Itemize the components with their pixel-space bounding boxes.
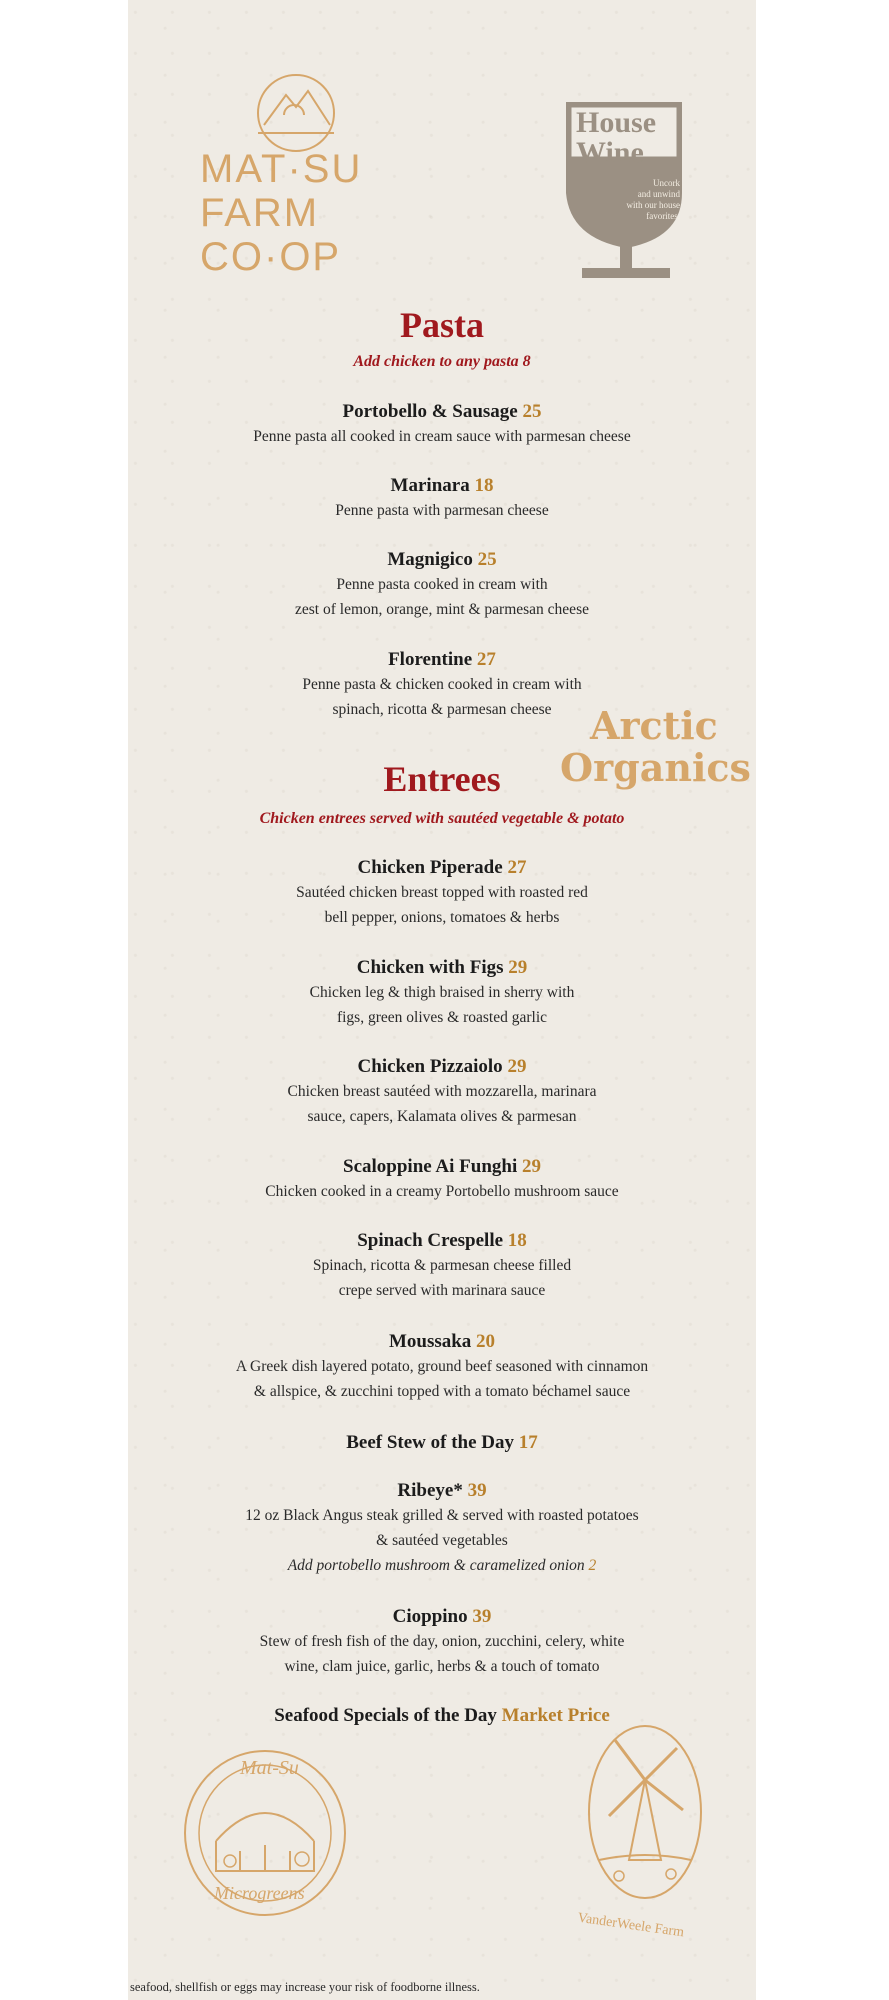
- arctic-organics-line2: Organics: [560, 745, 751, 790]
- item-desc: wine, clam juice, garlic, herbs & a touch of tomato: [284, 1658, 600, 1675]
- item-desc: sauce, capers, Kalamata olives & parmesan: [307, 1108, 577, 1125]
- item-desc: bell pepper, onions, tomatoes & herbs: [324, 909, 560, 926]
- item-desc: crepe served with marinara sauce: [338, 1282, 546, 1299]
- menu-item-chicken-with-figs: [128, 956, 756, 1030]
- menu-item-chicken-piperade: [128, 856, 756, 930]
- addon-price: 2: [588, 1557, 597, 1574]
- item-name: Cioppino: [392, 1606, 468, 1627]
- section-title-entrees: Entrees: [383, 759, 501, 799]
- item-desc: Chicken cooked in a creamy Portobello mushroom sauce: [265, 1183, 619, 1200]
- item-desc: Sautéed chicken breast topped with roasted red: [296, 884, 588, 901]
- item-price: 27: [507, 857, 527, 878]
- item-price: 25: [522, 401, 542, 422]
- item-desc: Chicken leg & thigh braised in sherry with: [309, 984, 575, 1001]
- section-note-entrees: Chicken entrees served with sautéed vegetable & potato: [259, 810, 625, 827]
- item-desc: & sautéed vegetables: [376, 1532, 508, 1549]
- item-price: 20: [476, 1331, 496, 1352]
- item-desc: spinach, ricotta & parmesan cheese: [332, 701, 552, 718]
- item-name: Chicken Pizzaiolo: [357, 1056, 503, 1077]
- item-name: Portobello & Sausage: [342, 401, 518, 422]
- item-price: 25: [477, 549, 497, 570]
- item-desc: Stew of fresh fish of the day, onion, zucchini, celery, white: [259, 1633, 625, 1650]
- menu-content: [128, 0, 756, 2000]
- menu-item-scaloppine-ai-funghi: [128, 1155, 756, 1204]
- item-desc: Penne pasta & chicken cooked in cream with: [302, 676, 582, 693]
- menu-item-moussaka: [128, 1330, 756, 1404]
- item-desc: & allspice, & zucchini topped with a tomato béchamel sauce: [253, 1383, 631, 1400]
- item-price: 29: [521, 1156, 541, 1177]
- item-price: 18: [507, 1230, 527, 1251]
- item-price: 17: [518, 1432, 538, 1453]
- item-desc: Spinach, ricotta & parmesan cheese filled: [312, 1257, 572, 1274]
- item-name: Chicken with Figs: [356, 957, 504, 978]
- item-name: Chicken Piperade: [357, 857, 503, 878]
- item-name: Marinara: [390, 475, 470, 496]
- menu-item-portobello-sausage: [128, 400, 756, 449]
- item-desc: 12 oz Black Angus steak grilled & served with roasted potatoes: [245, 1507, 639, 1524]
- section-title-pasta: Pasta: [400, 305, 484, 345]
- item-price: 27: [476, 649, 496, 670]
- matsu-line2: FARM: [200, 191, 320, 235]
- windmill-icon: [585, 1720, 705, 1900]
- item-desc: A Greek dish layered potato, ground beef seasoned with cinnamon: [235, 1358, 649, 1375]
- item-name: Spinach Crespelle: [357, 1230, 504, 1251]
- arctic-organics-line1: Arctic: [590, 703, 718, 748]
- item-name: Ribeye*: [397, 1480, 463, 1501]
- item-name: Beef Stew of the Day: [346, 1432, 515, 1453]
- addon-text: Add portobello mushroom & caramelized onion: [287, 1557, 585, 1574]
- item-price: Market Price: [501, 1705, 610, 1726]
- item-name: Florentine: [388, 649, 473, 670]
- item-desc: figs, green olives & roasted garlic: [336, 1009, 548, 1026]
- menu-item-cioppino: [128, 1605, 756, 1679]
- item-desc: zest of lemon, orange, mint & parmesan cheese: [295, 601, 589, 618]
- item-price: 39: [467, 1480, 487, 1501]
- menu-item-magnigico: [128, 548, 756, 622]
- menu-item-marinara: [128, 474, 756, 523]
- item-desc: Penne pasta all cooked in cream sauce with parmesan cheese: [253, 428, 631, 445]
- menu-item-spinach-crespelle: [128, 1229, 756, 1303]
- item-desc: Penne pasta with parmesan cheese: [335, 502, 549, 519]
- microgreens-top: Mat-Su: [240, 1757, 299, 1779]
- microgreens-bottom: Microgreens: [214, 1883, 305, 1903]
- matsu-line1: MAT·SU: [200, 147, 363, 191]
- section-note-pasta: Add chicken to any pasta 8: [353, 353, 531, 370]
- footer-disclaimer: seafood, shellfish or eggs may increase your risk of foodborne illness.: [130, 1980, 480, 1994]
- item-name: Scaloppine Ai Funghi: [343, 1156, 518, 1177]
- menu-item-beef-stew: [128, 1431, 756, 1455]
- vanderweele-label: VanderWeele Farm: [576, 1910, 685, 1941]
- item-price: 29: [508, 957, 528, 978]
- item-desc: Chicken breast sautéed with mozzarella, marinara: [287, 1083, 597, 1100]
- vanderweele-farm-logo: [576, 1720, 705, 1960]
- item-addon: [128, 1553, 756, 1578]
- house-wine-tagline-3: with our house: [626, 200, 680, 210]
- arctic-organics-logo: [560, 705, 750, 815]
- menu-item-ribeye: [128, 1479, 756, 1578]
- matsu-line3: CO·OP: [200, 235, 342, 279]
- item-desc: Penne pasta cooked in cream with: [336, 576, 548, 593]
- item-name: Magnigico: [387, 549, 473, 570]
- menu-item-chicken-pizzaiolo: [128, 1055, 756, 1129]
- matsu-microgreens-logo: [180, 1745, 350, 1920]
- house-wine-title-2: Wine: [576, 136, 644, 169]
- house-wine-tagline-1: Uncork: [653, 178, 680, 188]
- item-name: Moussaka: [388, 1331, 472, 1352]
- item-name: Seafood Specials of the Day: [274, 1705, 497, 1726]
- item-price: 29: [507, 1056, 527, 1077]
- house-wine-tagline-4: favorites.: [646, 211, 680, 221]
- item-price: 39: [472, 1606, 492, 1627]
- house-wine-tagline-2: and unwind: [637, 189, 680, 199]
- house-wine-title-1: House: [576, 106, 657, 139]
- item-price: 18: [474, 475, 494, 496]
